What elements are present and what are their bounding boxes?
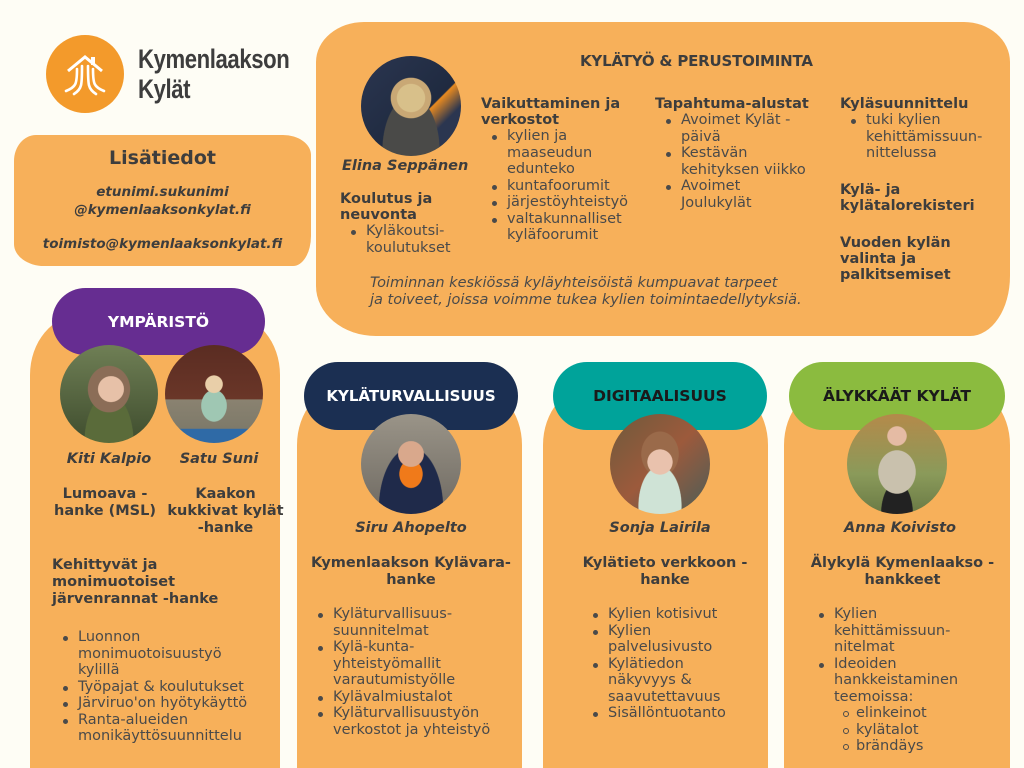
project-title: Kaakon kukkivat kylät -hanke [167,486,284,536]
list-item: kuntafoorumit [481,178,656,195]
alykkaat-kylat-list [808,606,998,755]
avatar-siru-ahopelto [361,414,461,514]
list-item: Luonnon monimuotoisuustyö kylillä [52,629,242,679]
digitaalisuus-list [582,606,762,722]
list-item: Avoimet Kylät -päivä [655,112,805,145]
email-pattern-line1: etunimi.sukunimi [96,184,229,200]
person-name: Satu Suni [179,451,259,467]
project-title: Kymenlaakson Kylävara-hanke [311,555,511,588]
section-heading: Tapahtuma-alustat [655,96,809,112]
kylatyo-title: KYLÄTYÖ & PERUSTOIMINTA [580,52,813,70]
email-pattern-line2: @kymenlaaksonkylat.fi [74,202,251,218]
list-item: Kylien palvelusivusto [582,623,732,656]
avatar-satu-suni [165,345,263,443]
logo-line1: Kymenlaakson [138,44,290,74]
person-name: Kiti Kalpio [66,451,152,467]
list-item: Avoimet Joulukylät [655,178,775,211]
list-item: valtakunnalliset kyläfoorumit [481,211,646,244]
tab-ymparisto[interactable]: YMPÄRISTÖ [52,288,265,355]
person-name: Siru Ahopelto [355,520,467,536]
list-item: Kylävalmiustalot [307,689,517,706]
sublist-container [808,705,998,755]
note-line1: Toiminnan keskiössä kyläyhteisöistä kumpuavat tarpeet [370,275,778,291]
list-item: Kylien kehittämissuun-nitelmat [808,606,968,656]
mission-note [370,275,802,309]
list-item: Kyläkoutsi-koulutukset [340,223,470,256]
list-item: Sisällöntuotanto [582,705,762,722]
contact-title: Lisätiedot [109,147,216,169]
sub-list-item: elinkeinot [834,705,998,722]
list-item: Ideoiden hankkeistaminen teemoissa: [808,656,983,706]
list-item: tuki kylien kehittämissuun-nittelussa [840,112,1005,162]
project-title: Kylätieto verkkoon - hanke [582,555,748,588]
section-koulutus [340,191,470,256]
section-kylarekisteri: Kylä- ja kylätalorekisteri [840,182,975,214]
avatar-anna-koivisto [847,414,947,514]
note-line2: ja toiveet, joissa voimme tukea kylien toimintaedellytyksiä. [370,292,802,308]
section-heading: Kyläsuunnittelu [840,96,969,112]
tab-alykkaat-kylat[interactable]: ÄLYKKÄÄT KYLÄT [789,362,1005,430]
section-vuoden-kyla: Vuoden kylän valinta ja palkitsemiset [840,235,951,283]
avatar-sonja-lairila [610,414,710,514]
avatar-elina-seppanen [361,56,461,156]
person-name: Anna Koivisto [843,520,957,536]
list-item: Kylien kotisivut [582,606,762,623]
ymparisto-list [52,629,277,745]
project-title: Lumoava - hanke (MSL) [54,486,156,519]
list-item: kylien ja maaseudun edunteko [481,128,601,178]
sub-list-item: kylätalot [834,722,998,739]
list-item: Kyläturvallisuustyön verkostot ja yhteistyö [307,705,512,738]
project-title: Kehittyvät ja monimuotoiset järvenrannat -hanke [52,557,219,607]
section-kylasuunnittelu [840,96,1010,162]
logo-line2: Kylät [138,74,191,104]
logo [46,35,323,113]
section-heading: Koulutus ja neuvonta [340,191,433,223]
person-name: Sonja Lairila [609,520,711,536]
person-name: Elina Seppänen [342,158,469,174]
list-item: Kyläturvallisuus-suunnitelmat [307,606,482,639]
list-item: Kestävän kehityksen viikko [655,145,830,178]
section-heading: Vaikuttaminen ja verkostot [481,96,621,128]
list-item: Työpajat & koulutukset [52,679,277,696]
list-item: Kylätiedon näkyvyys & saavutettavuus [582,656,742,706]
list-item: Järviruo'on hyötykäyttö [52,695,277,712]
section-vaikuttaminen [481,96,656,244]
list-item: Ranta-alueiden monikäyttösuunnittelu [52,712,272,745]
contact-card [14,135,311,266]
list-item: järjestöyhteistyö [481,194,656,211]
section-tapahtuma [655,96,835,211]
sub-list-item: brändäys [834,738,998,755]
tab-kylaturvallisuus[interactable]: KYLÄTURVALLISUUS [304,362,518,430]
logo-house-icon [46,35,124,113]
tab-digitaalisuus[interactable]: DIGITAALISUUS [553,362,767,430]
avatar-kiti-kalpio [60,345,158,443]
office-email-link[interactable]: toimisto@kymenlaaksonkylat.fi [42,236,283,252]
kylaturvallisuus-list [307,606,517,738]
project-title: Älykylä Kymenlaakso - hankkeet [810,555,995,588]
list-item: Kylä-kunta-yhteistyömallit varautumistyölle [307,639,477,689]
